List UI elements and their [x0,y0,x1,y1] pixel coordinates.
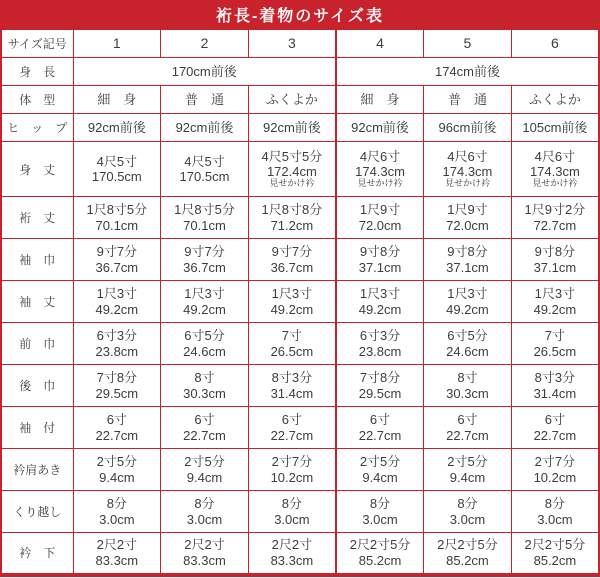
row-label: 袖 付 [1,407,73,449]
size-cell: 細 身 [336,86,424,114]
row-label: 袖 巾 [1,239,73,281]
size-cell [73,239,161,281]
measure-shaku: 9寸7分 [96,244,138,260]
size-cell [73,533,161,575]
row-label: ヒ ッ プ [1,114,73,142]
size-cell [248,142,336,197]
measure-cm: 30.3cm [183,385,226,401]
row-label: 前 巾 [1,323,73,365]
measure-cm: 31.4cm [533,385,577,401]
size-cell [511,323,599,365]
size-cell [248,407,336,449]
measure-cm: 22.7cm [183,427,226,443]
measure-cm: 172.4cm [266,164,317,180]
table-row [1,197,599,239]
table-row [1,114,599,142]
measure-shaku: 2尺2寸5分 [524,537,586,553]
table-row [1,239,599,281]
measure-shaku: 1尺3寸 [534,286,576,302]
row-label: 後 巾 [1,365,73,407]
size-cell: 174cm前後 [336,58,599,86]
size-cell [336,365,424,407]
row-label: 体 型 [1,86,73,114]
measure-cm: 9.4cm [362,469,398,485]
measure-shaku: 8分 [544,496,565,512]
size-cell [424,365,512,407]
size-cell [73,407,161,449]
size-cell [424,491,512,533]
measure-cm: 70.1cm [95,217,139,233]
size-table [0,29,600,577]
measure-shaku: 1尺9寸 [447,202,488,218]
size-cell [161,197,249,239]
measure-cm: 37.1cm [446,259,489,275]
size-cell: 1 [73,30,161,58]
measure-cm: 22.7cm [270,427,314,443]
size-cell [424,197,512,239]
size-cell [511,449,599,491]
measure-shaku: 1尺8寸5分 [86,202,148,218]
size-cell [424,407,512,449]
measure-shaku: 8分 [369,496,391,512]
size-cell [73,323,161,365]
row-label: 身 丈 [1,142,73,197]
measure-cm: 170.5cm [91,169,142,184]
measure-cm: 22.7cm [533,427,577,443]
row-label: サイズ記号 [1,30,73,58]
measure-shaku: 1尺9寸2分 [524,202,586,218]
size-cell: 170cm前後 [73,58,336,86]
measure-cm: 72.0cm [446,217,489,233]
measure-cm: 23.8cm [358,343,402,359]
measure-cm: 10.2cm [533,469,577,485]
size-cell: 92cm前後 [73,114,161,142]
measure-shaku: 4尺6寸 [359,148,401,164]
size-cell [336,281,424,323]
measure-shaku: 6寸 [106,412,127,428]
table-row [1,323,599,365]
measure-shaku: 4尺6寸 [534,148,576,164]
measure-cm: 9.4cm [449,469,486,485]
measure-cm: 31.4cm [270,385,314,401]
size-cell [424,449,512,491]
measure-cm: 49.2cm [533,301,577,317]
size-cell: 普 通 [161,86,249,114]
size-cell [511,365,599,407]
size-cell: 細 身 [73,86,161,114]
size-cell [161,407,249,449]
measure-cm: 70.1cm [183,217,226,233]
size-cell [248,533,336,575]
measure-cm: 23.8cm [95,343,139,359]
measure-shaku: 2尺2寸5分 [349,537,411,553]
measure-shaku: 1尺3寸 [271,286,313,302]
row-label: 裄 丈 [1,197,73,239]
measure-shaku: 9寸8分 [534,244,576,260]
size-cell [248,281,336,323]
measure-cm: 85.2cm [446,552,489,568]
measure-shaku: 8分 [106,496,127,512]
row-label: 袖 丈 [1,281,73,323]
size-cell [336,491,424,533]
size-cell [73,449,161,491]
measure-cm: 30.3cm [446,385,489,401]
size-cell [336,533,424,575]
measure-cm: 71.2cm [270,217,314,233]
row-label: 身 長 [1,58,73,86]
measure-cm: 83.3cm [270,552,314,568]
measure-cm: 26.5cm [270,343,314,359]
size-cell [73,142,161,197]
measure-shaku: 1尺3寸 [447,286,488,302]
size-cell: ふくよか [511,86,599,114]
measure-cm: 174.3cm [529,164,580,180]
size-cell [161,142,249,197]
measure-shaku: 1尺3寸 [184,286,225,302]
measure-shaku: 2寸5分 [96,454,138,470]
measure-shaku: 2寸7分 [271,454,313,470]
size-cell: 4 [336,30,424,58]
measure-shaku: 7寸 [544,328,565,344]
size-cell: 6 [511,30,599,58]
size-cell: 2 [161,30,249,58]
measure-shaku: 8分 [194,496,215,512]
measure-cm: 22.7cm [95,427,139,443]
measure-shaku: 1尺8寸5分 [174,202,235,218]
size-cell: 92cm前後 [336,114,424,142]
measure-shaku: 9寸8分 [447,244,488,260]
measure-cm: 83.3cm [95,552,139,568]
measure-shaku: 9寸7分 [184,244,225,260]
size-cell [248,365,336,407]
measure-shaku: 6寸3分 [359,328,401,344]
measure-note: 見せかけ衿 [269,178,315,189]
table-row [1,365,599,407]
size-cell [424,323,512,365]
measure-shaku: 4尺5寸5分 [261,148,323,164]
size-cell: ふくよか [248,86,336,114]
size-cell [161,491,249,533]
size-cell [511,491,599,533]
measure-cm: 37.1cm [358,259,402,275]
size-cell [511,533,599,575]
chart-title: 裄長-着物のサイズ表 [215,8,385,25]
measure-cm: 3.0cm [274,511,310,527]
size-cell [161,449,249,491]
measure-shaku: 8寸3分 [271,370,313,386]
measure-cm: 85.2cm [533,552,577,568]
measure-shaku: 2寸5分 [184,454,225,470]
table-row [1,407,599,449]
measure-cm: 24.6cm [446,343,489,359]
measure-shaku: 1尺3寸 [359,286,401,302]
measure-shaku: 6寸 [457,412,478,428]
table-row [1,30,599,58]
measure-cm: 72.0cm [358,217,402,233]
size-cell [248,449,336,491]
size-cell [511,142,599,197]
measure-shaku: 8分 [281,496,302,512]
measure-shaku: 6寸 [194,412,215,428]
size-cell [424,533,512,575]
size-cell: 105cm前後 [511,114,599,142]
measure-cm: 22.7cm [446,427,489,443]
measure-cm: 3.0cm [537,511,573,527]
table-row [1,86,599,114]
size-cell: 普 通 [424,86,512,114]
measure-shaku: 6寸5分 [447,328,488,344]
measure-shaku: 8寸3分 [534,370,576,386]
size-cell [248,239,336,281]
measure-cm: 49.2cm [95,301,139,317]
table-row [1,491,599,533]
size-cell: 92cm前後 [161,114,249,142]
size-cell [248,323,336,365]
size-cell [511,407,599,449]
size-cell [336,323,424,365]
measure-cm: 72.7cm [533,217,577,233]
size-cell [248,491,336,533]
measure-shaku: 2尺2寸 [96,537,138,553]
measure-cm: 3.0cm [99,511,135,527]
measure-shaku: 4尺5寸 [96,153,138,169]
measure-cm: 24.6cm [183,343,226,359]
measure-shaku: 8寸 [457,370,478,386]
measure-note: 見せかけ衿 [532,178,578,189]
measure-note: 見せかけ衿 [357,178,403,189]
measure-shaku: 6寸 [281,412,302,428]
size-cell: 5 [424,30,512,58]
size-cell: 96cm前後 [424,114,512,142]
measure-shaku: 2尺2寸5分 [437,537,498,553]
row-label: 衿 下 [1,533,73,575]
measure-shaku: 6寸 [369,412,391,428]
measure-shaku: 1尺3寸 [96,286,138,302]
row-label: 衿肩あき [1,449,73,491]
size-cell [424,142,512,197]
measure-cm: 3.0cm [186,511,223,527]
measure-cm: 3.0cm [449,511,486,527]
measure-shaku: 4尺6寸 [447,148,488,164]
size-cell: 92cm前後 [248,114,336,142]
measure-cm: 29.5cm [358,385,402,401]
table-row [1,533,599,575]
measure-cm: 29.5cm [95,385,139,401]
row-label: くり越し [1,491,73,533]
size-cell [336,239,424,281]
size-cell [73,365,161,407]
measure-cm: 36.7cm [183,259,226,275]
measure-shaku: 6寸 [544,412,565,428]
table-row [1,281,599,323]
size-cell: 3 [248,30,336,58]
size-cell [424,239,512,281]
measure-cm: 36.7cm [270,259,314,275]
measure-cm: 9.4cm [99,469,135,485]
measure-cm: 49.2cm [183,301,226,317]
chart-title-bar [0,0,600,29]
measure-shaku: 2尺2寸 [271,537,313,553]
measure-cm: 49.2cm [270,301,314,317]
size-cell [248,197,336,239]
measure-cm: 36.7cm [95,259,139,275]
size-cell [336,449,424,491]
measure-shaku: 2寸5分 [359,454,401,470]
size-cell [161,239,249,281]
measure-shaku: 9寸7分 [271,244,313,260]
measure-cm: 22.7cm [358,427,402,443]
measure-shaku: 2寸5分 [447,454,488,470]
measure-cm: 174.3cm [442,164,493,180]
measure-cm: 174.3cm [355,164,405,180]
measure-note: 見せかけ衿 [444,178,490,189]
size-cell [161,533,249,575]
measure-cm: 26.5cm [533,343,577,359]
measure-cm: 83.3cm [183,552,226,568]
measure-cm: 10.2cm [270,469,314,485]
measure-shaku: 1尺9寸 [359,202,401,218]
measure-cm: 9.4cm [186,469,223,485]
size-cell [73,281,161,323]
measure-shaku: 8寸 [194,370,215,386]
measure-shaku: 7寸8分 [96,370,138,386]
measure-cm: 37.1cm [533,259,577,275]
measure-cm: 49.2cm [358,301,402,317]
measure-cm: 85.2cm [358,552,402,568]
size-cell [511,239,599,281]
size-cell [336,197,424,239]
size-cell [424,281,512,323]
size-cell [336,407,424,449]
size-cell [73,197,161,239]
size-cell [511,197,599,239]
table-row [1,142,599,197]
measure-shaku: 7寸 [281,328,302,344]
measure-shaku: 7寸8分 [359,370,401,386]
size-cell [73,491,161,533]
measure-cm: 170.5cm [179,169,230,184]
measure-shaku: 9寸8分 [359,244,401,260]
size-cell [161,323,249,365]
measure-shaku: 2寸7分 [534,454,576,470]
size-cell [336,142,424,197]
table-row [1,58,599,86]
measure-shaku: 6寸5分 [184,328,225,344]
size-cell [161,365,249,407]
measure-shaku: 8分 [457,496,478,512]
measure-shaku: 2尺2寸 [184,537,225,553]
measure-shaku: 4尺5寸 [184,153,225,169]
measure-cm: 49.2cm [446,301,489,317]
measure-cm: 3.0cm [362,511,398,527]
table-row [1,449,599,491]
size-cell [161,281,249,323]
measure-shaku: 1尺8寸8分 [261,202,323,218]
size-cell [511,281,599,323]
measure-shaku: 6寸3分 [96,328,138,344]
